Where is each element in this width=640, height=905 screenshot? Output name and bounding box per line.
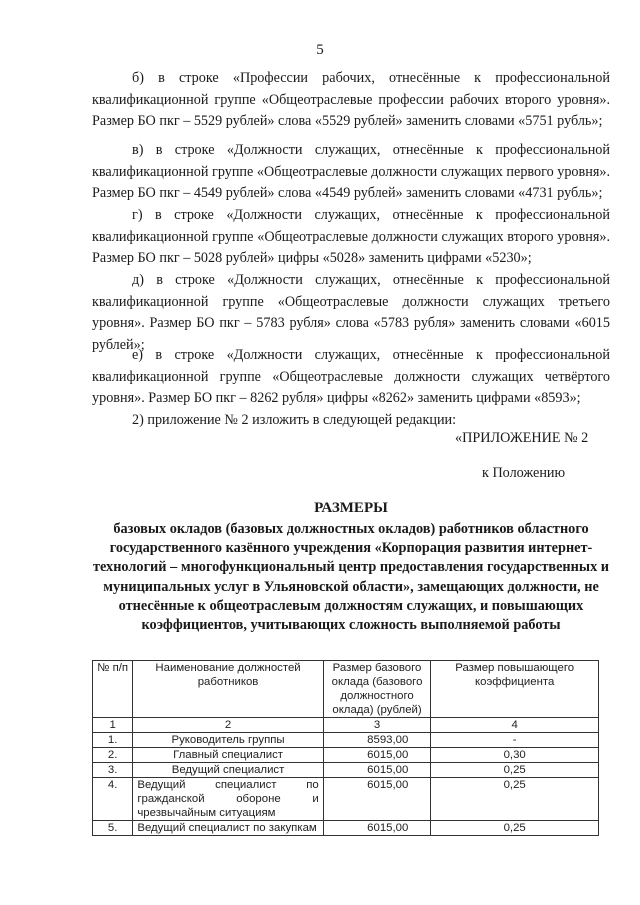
row-num: 3. [93, 763, 133, 778]
row-position: Руководитель группы [133, 733, 323, 748]
paragraph-e: е) в строке «Должности служащих, отнесённые к профессиональной квалификационной группе «Общеотраслевые должности служащих четвёртого уровня». Размер БО пкг – 8262 рубля» цифры «8262» заменить цифрами «8593»; [92, 347, 610, 406]
colnum-2: 2 [133, 718, 323, 733]
table-row [93, 733, 599, 748]
row-salary: 6015,00 [323, 748, 431, 763]
table-row [93, 778, 599, 821]
page-number: 5 [316, 42, 324, 58]
colnum-4: 4 [431, 718, 599, 733]
header-coefficient: Размер повышающего коэффициента [431, 661, 599, 718]
appendix-label: «ПРИЛОЖЕНИЕ № 2 [455, 430, 589, 446]
row-coefficient: - [431, 733, 599, 748]
row-num: 2. [93, 748, 133, 763]
table-row [93, 821, 599, 836]
colnum-1: 1 [93, 718, 133, 733]
row-salary: 8593,00 [323, 733, 431, 748]
row-position: Ведущий специалист по закупкам [133, 821, 323, 836]
row-coefficient: 0,30 [431, 748, 599, 763]
row-num: 1. [93, 733, 133, 748]
row-salary: 6015,00 [323, 821, 431, 836]
table-colnum-row [93, 718, 599, 733]
row-salary: 6015,00 [323, 778, 431, 821]
paragraph-d: д) в строке «Должности служащих, отнесённые к профессиональной квалификационной группе «Общеотраслевые должности служащих третьего уровня». Размер БО пкг – 5783 рубля» слова «5783 рубля» заменить словами «6015 рублей»; [92, 272, 610, 353]
row-position: Ведущий специалист [133, 763, 323, 778]
document-subtitle: базовых окладов (базовых должностных окладов) работников областного государственного казённого учреждения «Корпорация развития интернет-технологий – многофункциональный центр предоставления государственных и муниципальных услуг в Ульяновской области», замещающих должности, не отнесённые к общеотраслевым должностям служащих, и повышающих коэффициентов, учитывающих сложность выполняемой работы [92, 521, 610, 634]
row-num: 4. [93, 778, 133, 821]
paragraph-v: в) в строке «Должности служащих, отнесённые к профессиональной квалификационной группе «Общеотраслевые должности служащих первого уровня». Размер БО пкг – 4549 рублей» слова «4549 рублей» заменить словами «4731 рубль»; [92, 142, 610, 201]
row-coefficient: 0,25 [431, 763, 599, 778]
header-num: № п/п [93, 661, 133, 718]
header-position: Наименование должностей работников [133, 661, 323, 718]
row-position: Главный специалист [133, 748, 323, 763]
paragraph-b: б) в строке «Профессии рабочих, отнесённые к профессиональной квалификационной группе «Общеотраслевые профессии рабочих второго уровня». Размер БО пкг – 5529 рублей» слова «5529 рублей» заменить словами «5751 рубль»; [92, 70, 610, 129]
appendix-to: к Положению [482, 465, 566, 481]
salary-table [92, 660, 599, 836]
row-coefficient: 0,25 [431, 778, 599, 821]
table-row [93, 763, 599, 778]
row-coefficient: 0,25 [431, 821, 599, 836]
colnum-3: 3 [323, 718, 431, 733]
row-salary: 6015,00 [323, 763, 431, 778]
paragraph-g: г) в строке «Должности служащих, отнесённые к профессиональной квалификационной группе «Общеотраслевые должности служащих второго уровня». Размер БО пкг – 5028 рублей» цифры «5028» заменить цифрами «5230»; [92, 207, 610, 266]
table-row [93, 748, 599, 763]
row-position: Ведущий специалист по гражданской обороне и чрезвычайным ситуациям [133, 778, 323, 821]
row-num: 5. [93, 821, 133, 836]
header-salary: Размер базового оклада (базового должностного оклада) (рублей) [323, 661, 431, 718]
table-header-row [93, 661, 599, 718]
item-2-text: 2) приложение № 2 изложить в следующей редакции: [132, 412, 457, 428]
document-title: РАЗМЕРЫ [314, 500, 388, 516]
